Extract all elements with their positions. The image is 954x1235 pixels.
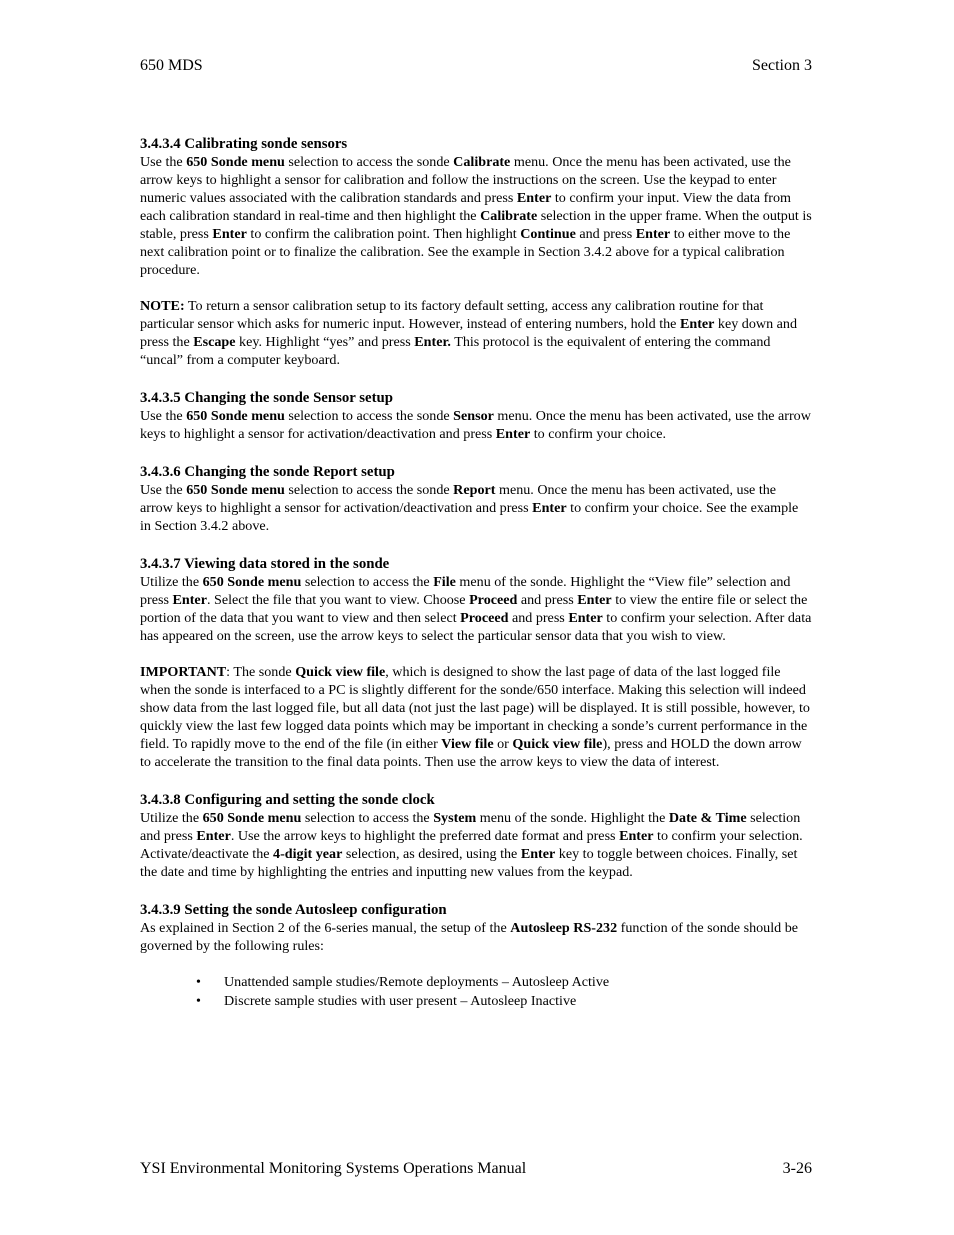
heading-sonde-clock: 3.4.3.8 Configuring and setting the sonde clock bbox=[140, 792, 435, 808]
paragraph-report-setup: Use the 650 Sonde menu selection to access the sonde Report menu. Once the menu has been activated, use the arrow keys to highlight a sensor for activation/deactivation and press Enter to confirm your choice. See the example in Section 3.4.2 above. bbox=[140, 482, 799, 534]
document-page bbox=[140, 0, 812, 1235]
heading-calibrating-sensors: 3.4.3.4 Calibrating sonde sensors bbox=[140, 136, 348, 152]
important-paragraph: IMPORTANT: The sonde Quick view file, which is designed to show the last page of data of the last logged file when the sonde is interfaced to a PC is slightly different for the sonde/650 interface. Making this selection will indeed show data from the last logged file, but all data (not just the last page) will be displayed. It is still possible, however, to quickly view the last few logged data points which may be important in checking a sonde’s current performance in the field. To rapidly move to the end of the file (in either View file or Quick view file), press and HOLD the down arrow to accelerate the transition to the final data points. Then use the arrow keys to view the data of interest. bbox=[140, 664, 810, 770]
paragraph-calibrating: Use the 650 Sonde menu selection to access the sonde Calibrate menu. Once the menu has been activated, use the arrow keys to highlight a sensor for calibration and follow the instructions on the screen. Use the keypad to enter numeric values associated with the calibration standards and press Enter to confirm your input. View the data from each calibration standard in real-time and then highlight the Calibrate selection in the upper frame. When the output is stable, press Enter to confirm the calibration point. Then highlight Continue and press Enter to either move to the next calibration point or to finalize the calibration. See the example in Section 3.4.2 above for a typical calibration procedure. bbox=[140, 154, 812, 278]
heading-sensor-setup: 3.4.3.5 Changing the sonde Sensor setup bbox=[140, 390, 393, 406]
page-number: 3-26 bbox=[782, 1160, 812, 1177]
paragraph-autosleep: As explained in Section 2 of the 6-series manual, the setup of the Autosleep RS-232 function of the sonde should be governed by the following rules: bbox=[140, 920, 798, 954]
heading-viewing-data: 3.4.3.7 Viewing data stored in the sonde bbox=[140, 556, 390, 572]
heading-report-setup: 3.4.3.6 Changing the sonde Report setup bbox=[140, 464, 395, 480]
footer-manual-title: YSI Environmental Monitoring Systems Operations Manual bbox=[140, 1160, 527, 1177]
body-content bbox=[140, 135, 812, 1011]
bullet-icon: • bbox=[196, 993, 201, 1009]
paragraph-sensor-setup: Use the 650 Sonde menu selection to access the sonde Sensor menu. Once the menu has been activated, use the arrow keys to highlight a sensor for activation/deactivation and press Enter to confirm your choice. bbox=[140, 408, 811, 442]
autosleep-rules-list bbox=[140, 973, 812, 1011]
heading-autosleep: 3.4.3.9 Setting the sonde Autosleep configuration bbox=[140, 902, 447, 918]
bullet-icon: • bbox=[196, 974, 201, 990]
list-item: • Discrete sample studies with user present – Autosleep Inactive bbox=[196, 993, 577, 1009]
list-item: • Unattended sample studies/Remote deployments – Autosleep Active bbox=[196, 974, 610, 990]
paragraph-sonde-clock: Utilize the 650 Sonde menu selection to access the System menu of the sonde. Highlight the Date & Time selection and press Enter. Use the arrow keys to highlight the preferred date format and press Enter to confirm your selection. Activate/deactivate the 4-digit year selection, as desired, using the Enter key to toggle between choices. Finally, set the date and time by highlighting the entries and inputting new values from the keypad. bbox=[140, 810, 803, 880]
header-section: Section 3 bbox=[752, 57, 812, 74]
paragraph-viewing-data: Utilize the 650 Sonde menu selection to access the File menu of the sonde. Highlight the “View file” selection and press Enter. Select the file that you want to view. Choose Proceed and press Enter to view the entire file or select the portion of the data that you want to view and then select Proceed and press Enter to confirm your selection. After data has appeared on the screen, use the arrow keys to select the particular sensor data that you wish to view. bbox=[140, 574, 812, 644]
note-paragraph: NOTE: To return a sensor calibration setup to its factory default setting, access any calibration routine for that particular sensor which asks for numeric input. However, instead of entering numbers, hold the Enter key down and press the Escape key. Highlight “yes” and press Enter. This protocol is the equivalent of entering the command “uncal” from a computer keyboard. bbox=[140, 298, 797, 368]
header-product: 650 MDS bbox=[140, 57, 203, 74]
